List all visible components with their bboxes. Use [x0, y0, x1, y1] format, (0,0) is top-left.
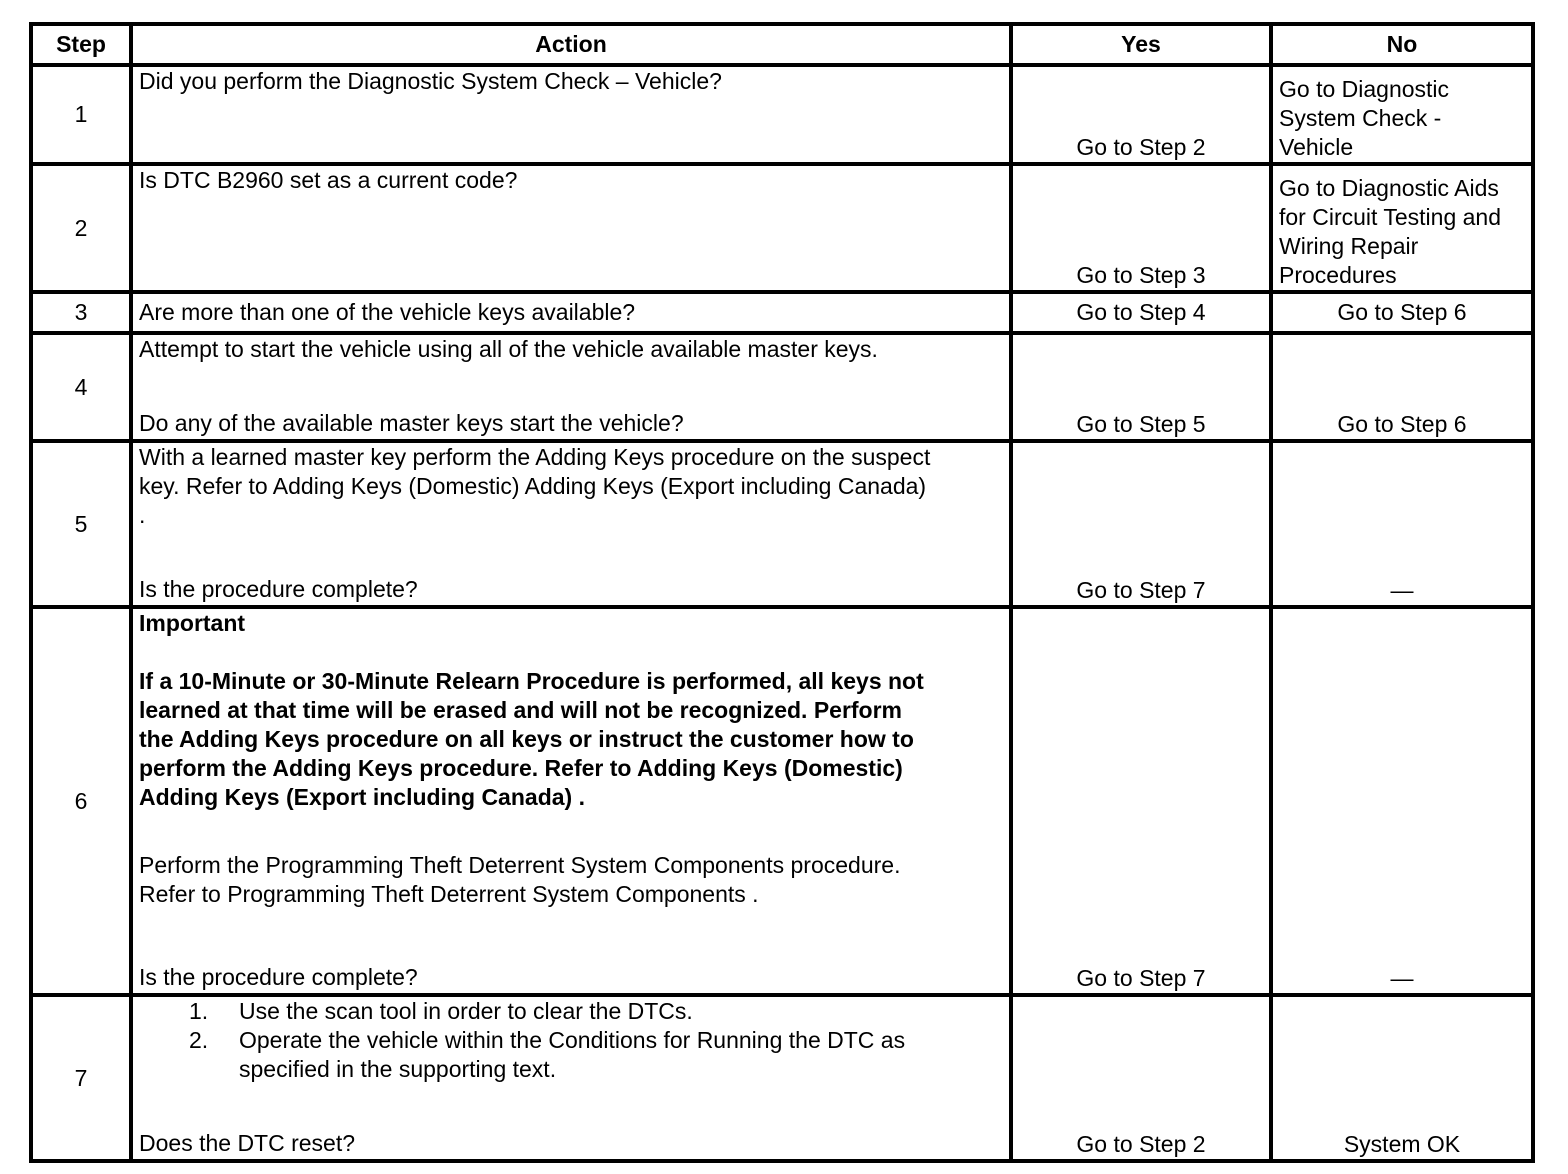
no-text: Vehicle [1279, 134, 1354, 160]
action-text: Did you perform the Diagnostic System Check – Vehicle? [139, 68, 722, 94]
step-number: 4 [31, 333, 131, 441]
header-no: No [1271, 24, 1533, 65]
action-text: Perform the Programming Theft Deterrent System Components procedure. [139, 852, 901, 878]
yes-cell: Go to Step 2 [1011, 65, 1271, 164]
step-number: 1 [31, 65, 131, 164]
step-number: 3 [31, 292, 131, 333]
important-text: Adding Keys (Export including Canada) . [139, 784, 585, 810]
important-text: the Adding Keys procedure on all keys or instruct the customer how to [139, 726, 914, 752]
header-step: Step [31, 24, 131, 65]
step-number: 6 [31, 607, 131, 995]
step-number: 5 [31, 441, 131, 607]
list-item [139, 1026, 1003, 1084]
action-text: . [139, 502, 146, 528]
yes-cell: Go to Step 3 [1011, 164, 1271, 292]
no-cell [1271, 164, 1533, 292]
list-text: Operate the vehicle within the Conditions for Running the DTC as [239, 1027, 906, 1053]
action-cell [131, 607, 1011, 995]
action-text: Are more than one of the vehicle keys available? [139, 299, 636, 325]
no-cell: — [1271, 441, 1533, 607]
important-text: perform the Adding Keys procedure. Refer to Adding Keys (Domestic) [139, 755, 903, 781]
no-text: Go to Diagnostic [1279, 76, 1450, 102]
no-cell: Go to Step 6 [1271, 292, 1533, 333]
action-text: Refer to Programming Theft Deterrent System Components . [139, 881, 759, 907]
list-number: 2. [189, 1027, 209, 1053]
action-cell [131, 292, 1011, 333]
no-cell: Go to Step 6 [1271, 333, 1533, 441]
question-text: Is the procedure complete? [139, 576, 418, 602]
no-text: for Circuit Testing and [1279, 204, 1502, 230]
table-row [31, 995, 1533, 1161]
no-text: Procedures [1279, 262, 1397, 288]
question-text: Does the DTC reset? [139, 1130, 356, 1156]
no-cell: — [1271, 607, 1533, 995]
important-text: If a 10-Minute or 30-Minute Relearn Procedure is performed, all keys not [139, 668, 924, 694]
header-yes: Yes [1011, 24, 1271, 65]
list-text: Use the scan tool in order to clear the DTCs. [239, 998, 693, 1024]
no-cell [1271, 65, 1533, 164]
table-row [31, 607, 1533, 995]
table-row [31, 65, 1533, 164]
action-cell [131, 333, 1011, 441]
no-text: Wiring Repair [1279, 233, 1419, 259]
important-title: Important [139, 610, 246, 636]
question-text: Do any of the available master keys start the vehicle? [139, 410, 684, 436]
yes-cell: Go to Step 4 [1011, 292, 1271, 333]
yes-cell: Go to Step 2 [1011, 995, 1271, 1161]
header-action: Action [131, 24, 1011, 65]
table-row [31, 164, 1533, 292]
step-number: 7 [31, 995, 131, 1161]
list-text: specified in the supporting text. [239, 1056, 557, 1082]
action-cell [131, 441, 1011, 607]
procedure-list [139, 997, 1003, 1084]
diagnostic-table [29, 22, 1535, 1163]
yes-cell: Go to Step 5 [1011, 333, 1271, 441]
question-text: Is the procedure complete? [139, 964, 418, 990]
no-text: System Check - [1279, 105, 1442, 131]
action-cell [131, 65, 1011, 164]
list-number: 1. [189, 998, 209, 1024]
yes-cell: Go to Step 7 [1011, 607, 1271, 995]
action-text: Attempt to start the vehicle using all of the vehicle available master keys. [139, 336, 878, 362]
action-text: key. Refer to Adding Keys (Domestic) Adding Keys (Export including Canada) [139, 473, 927, 499]
yes-cell: Go to Step 7 [1011, 441, 1271, 607]
list-item [139, 997, 1003, 1026]
table-row [31, 441, 1533, 607]
action-cell [131, 164, 1011, 292]
no-text: Go to Diagnostic Aids [1279, 175, 1499, 201]
no-cell: System OK [1271, 995, 1533, 1161]
action-cell [131, 995, 1011, 1161]
table-row [31, 333, 1533, 441]
action-text: With a learned master key perform the Adding Keys procedure on the suspect [139, 444, 931, 470]
table-row [31, 292, 1533, 333]
step-number: 2 [31, 164, 131, 292]
header-row [31, 24, 1533, 65]
important-text: learned at that time will be erased and will not be recognized. Perform [139, 697, 903, 723]
action-text: Is DTC B2960 set as a current code? [139, 167, 518, 193]
